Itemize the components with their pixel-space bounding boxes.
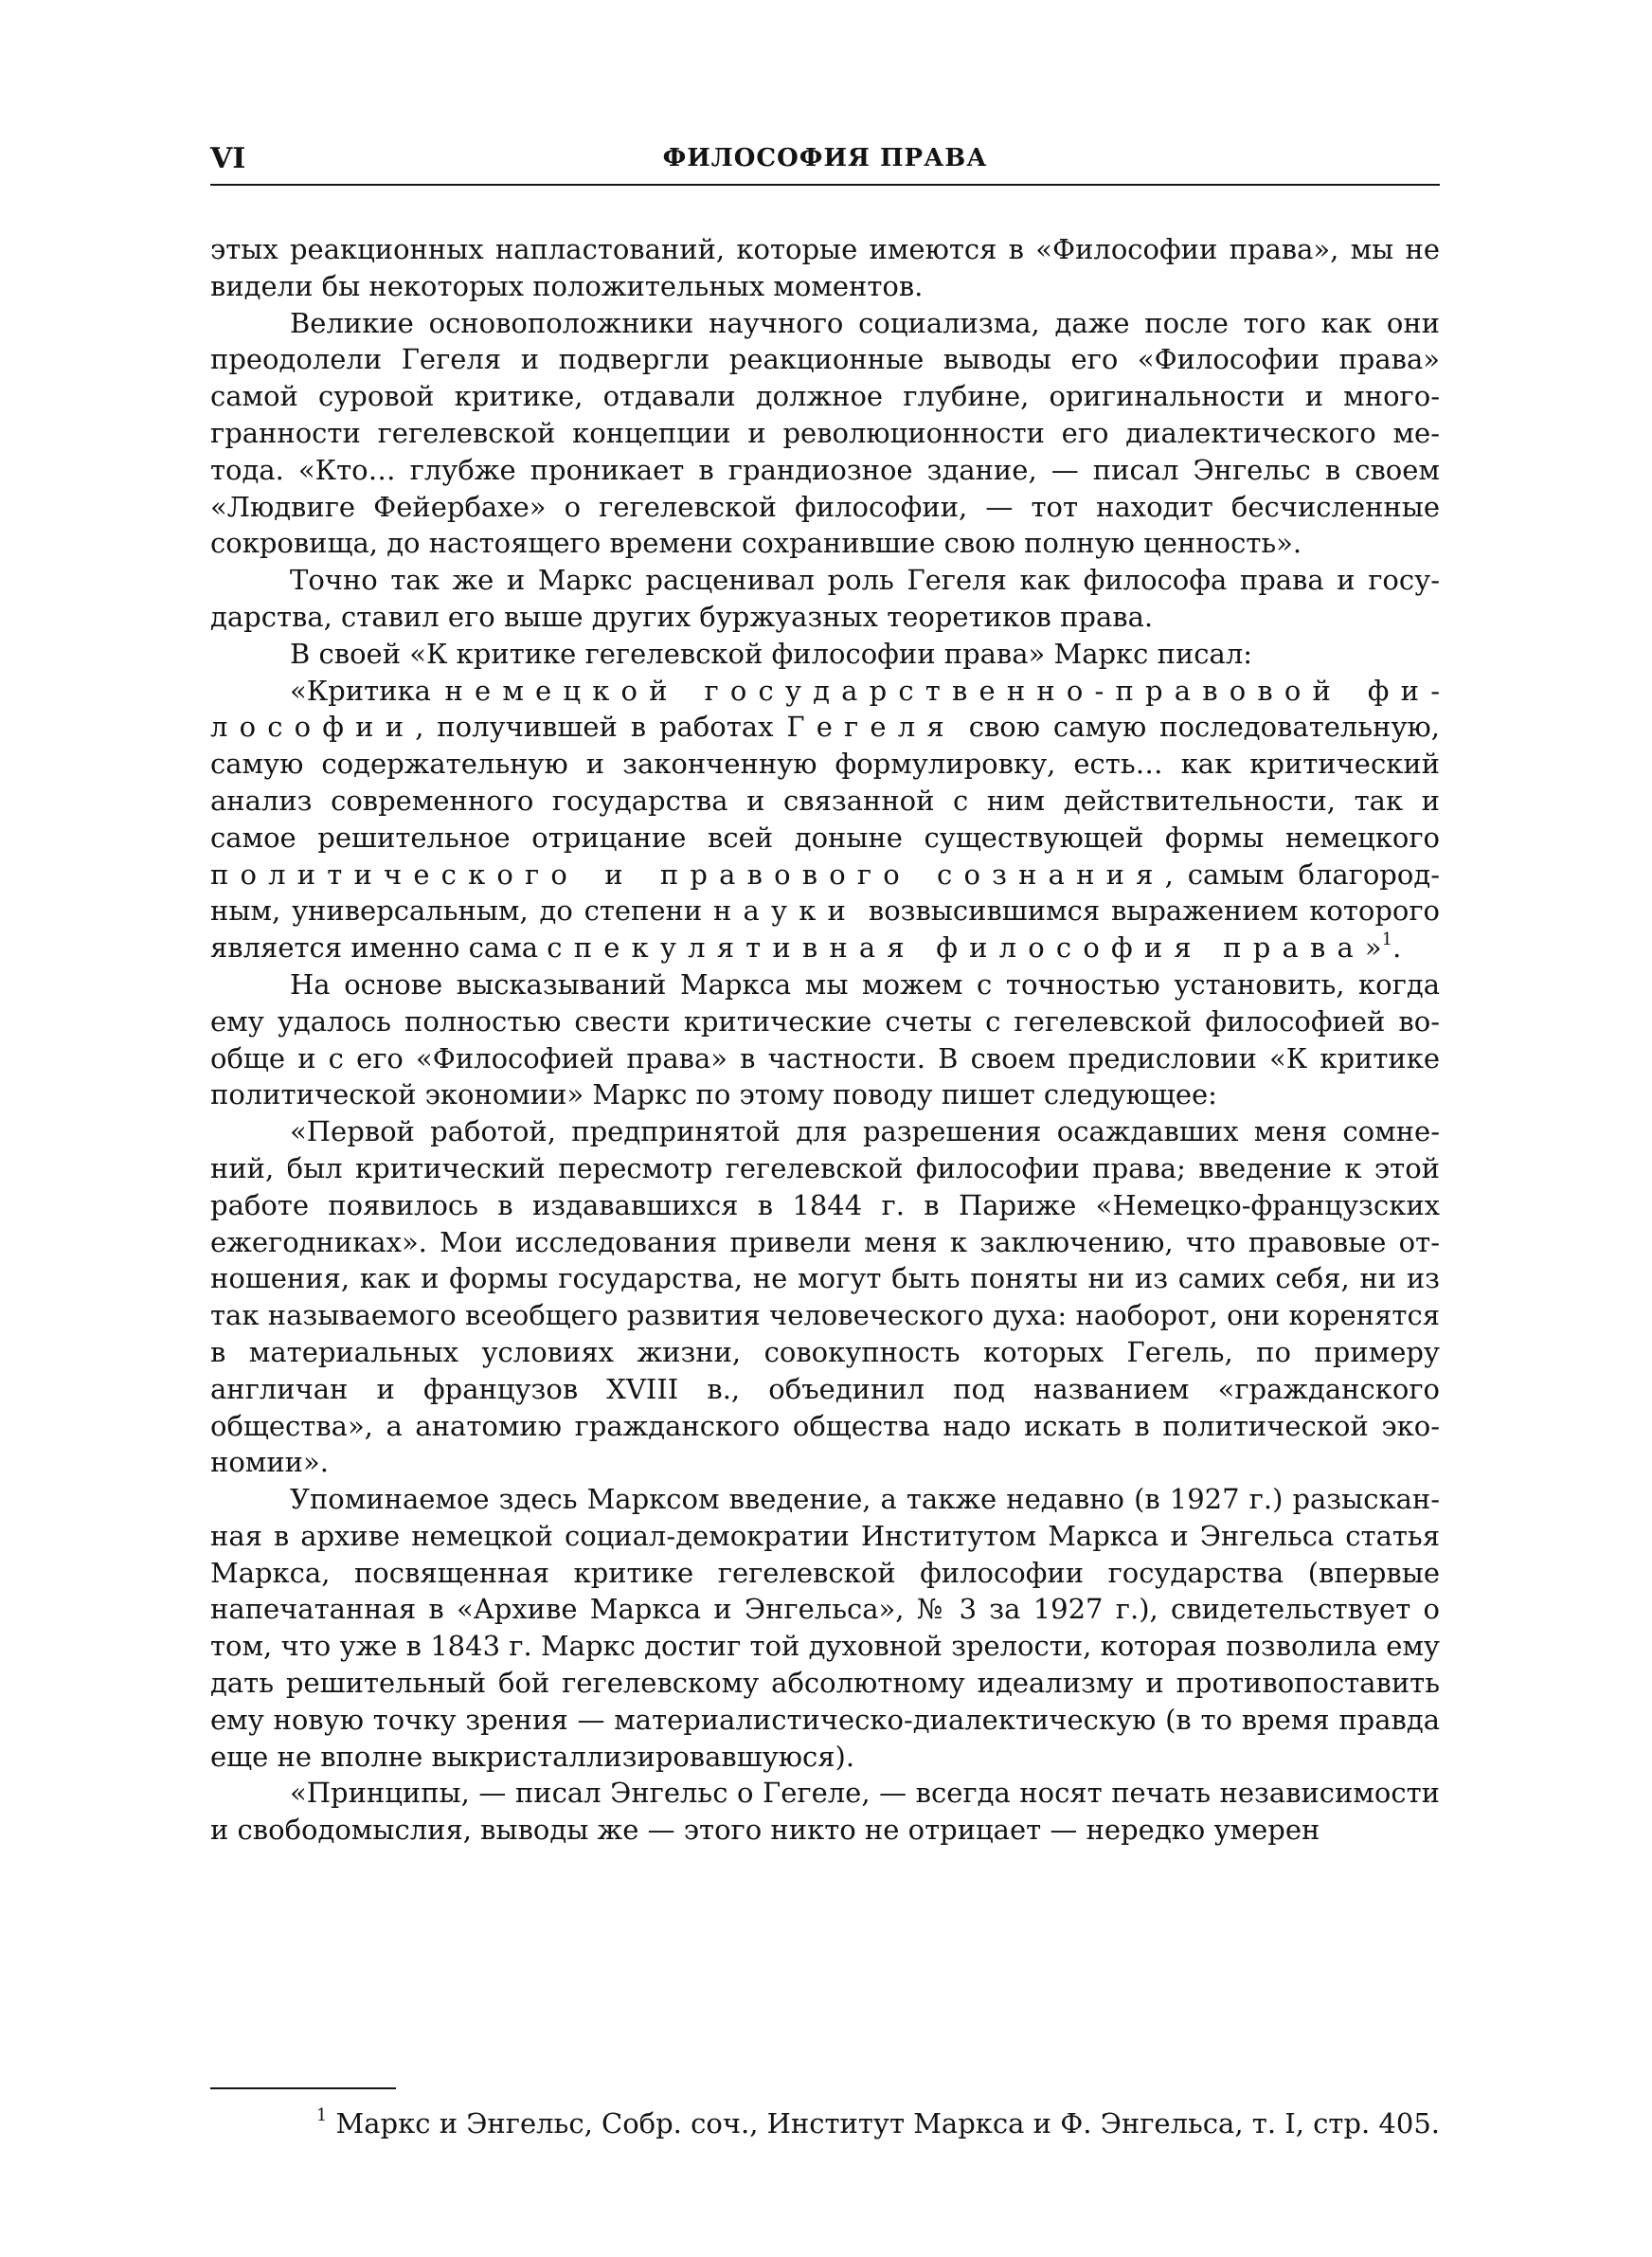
quote-text: , самым благородным, универсальным, до степени [210, 858, 1440, 928]
spaced-emphasis: Гегеля [786, 711, 956, 744]
quote-text: . [1392, 931, 1402, 965]
footnote-number: 1 [315, 2105, 328, 2125]
quote-text: возвысившимся выражением которого является именно сама [210, 894, 1441, 965]
quote-text: , получившей в работах [415, 711, 787, 744]
paragraph: На основе высказываний Маркса мы можем с точностью установить, когда ему удалось полностью свести критические счеты с гегелевской философией вообще и с его «Философией права» в частности. В своем предисловии «К критике политической экономии» Маркс по этому поводу пишет следующее: [210, 967, 1440, 1111]
spaced-emphasis: немецкой государственно-правовой философии [210, 674, 1440, 744]
paragraph: Точно так же и Маркс расценивал роль Гегеля как философа права и государства, ставил его выше других буржуазных теоретиков права. [210, 564, 1440, 633]
page-number: VI [210, 142, 246, 175]
header-rule [210, 184, 1440, 186]
footnote-marker: 1 [1381, 930, 1393, 950]
footnote-rule [210, 2087, 396, 2089]
paragraph: «Принципы, — писал Энгельс о Гегеле, — всегда носят печать независимости и свободомыслия, выводы же — этого никто не отрицает — нередко умерен [210, 1777, 1440, 1847]
paragraph: Упоминаемое здесь Марксом введение, а также недавно (в 1927 г.) разысканная в архиве немецкой социал-демократии Институтом Маркса и Энгельса статья Маркса, посвященная критике гегелевской философии государства (впервые напечатанная в «Архиве Маркса и Энгельса», № 3 за 1927 г.), свидетельствует о том, что уже в 1843 г. Маркс достиг той духовной зрелости, которая позволила ему дать решительный бой гегелевскому абсолютному идеализму и противопоставить ему новую точку зрения — материалистическо-диалектическую (в то время правда еще не вполне выкристаллизировавшуюся). [210, 1483, 1440, 1773]
paragraph: В своей «К критике гегелевской философии права» Маркс писал: [290, 637, 1253, 670]
quote-text: » [1364, 931, 1382, 965]
spaced-emphasis: науки [713, 894, 858, 928]
spaced-emphasis: политического и правового сознания [210, 858, 1165, 891]
running-title: ФИЛОСОФИЯ ПРАВА [662, 144, 988, 172]
quote-text: «Критика [290, 674, 445, 707]
paragraph: Великие основоположники научного социализма, даже после того как они преодолели Гегеля и подвергли реакционные выводы его «Философии права» самой суровой критике, отдавали должное глубине, оригинальности и многогранности гегелевской концепции и революционности его диалектического метода. «Кто… глубже проникает в грандиозное здание, — писал Энгельс в своем «Людвиге Фейербахе» о гегелевской философии, — тот находит бесчисленные сокровища, до настоящего времени сохранившие свою полную ценность». [210, 306, 1440, 560]
paragraph-continuation: этых реакционных напластований, которые имеются в «Философии права», мы не видели бы некоторых положительных моментов. [210, 233, 1440, 302]
spaced-emphasis: спекулятивная философия права [547, 931, 1365, 965]
quote-text: свою самую последовательную, самую содержательную и законченную формулировку, есть… как критический анализ современного государства и связанной с ним действительности, так и самое решительное отрицание всей доныне существующей формы немецкого [210, 711, 1440, 854]
block-quote: «Первой работой, предпринятой для разрешения осаждавших меня сомнений, был критический пересмотр гегелевской философии права; введение к этой работе появилось в издававшихся в 1844 г. в Париже «Немецко-французских ежегодниках». Мои исследования привели меня к заключению, что правовые отношения, как и формы государства, не могут быть поняты ни из самих себя, ни из так называемого всеобщего развития человеческого духа: наоборот, они коренятся в материальных условиях жизни, совокупность которых Гегель, по примеру англичан и французов XVIII в., объединил под названием «гражданского общества», а анатомию гражданского общества надо искать в политической экономии». [210, 1115, 1440, 1479]
footnote-text: Маркс и Энгельс, Собр. соч., Институт Маркса и Ф. Энгельса, т. I, стр. 405. [327, 2107, 1440, 2140]
page-header [210, 142, 1440, 184]
block-quote [210, 673, 1440, 966]
footnote [210, 2105, 1440, 2141]
body-text [210, 231, 1440, 1849]
